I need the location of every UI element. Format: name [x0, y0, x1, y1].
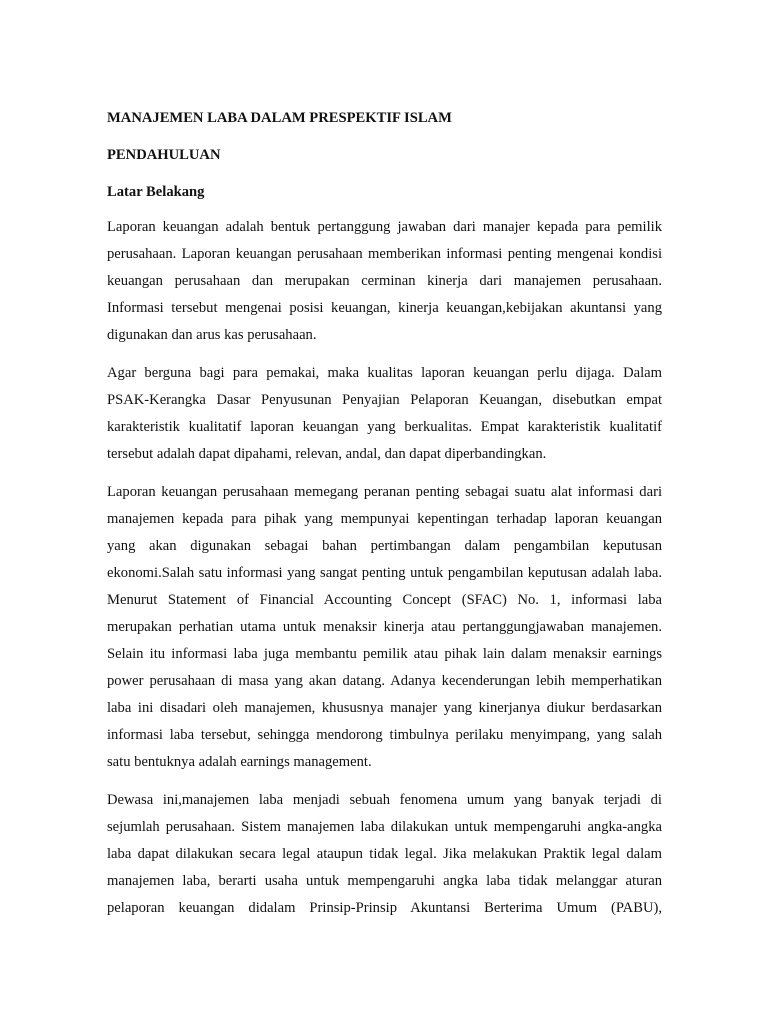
- text-line: perusahaan. Laporan keuangan perusahaan memberikan informasi penting mengenai kondisi: [107, 246, 662, 262]
- text-line: Informasi tersebut mengenai posisi keuangan, kinerja keuangan,kebijakan akuntansi yang: [107, 300, 662, 316]
- text-line: Selain itu informasi laba juga membantu pemilik atau pihak lain dalam menaksir earnings: [107, 646, 662, 662]
- text-line: manajemen kepada para pihak yang mempunyai kepentingan terhadap laporan keuangan: [107, 511, 662, 527]
- text-line: Dewasa ini,manajemen laba menjadi sebuah fenomena umum yang banyak terjadi di: [107, 792, 662, 808]
- subsection-heading: Latar Belakang: [107, 184, 205, 200]
- text-line: PSAK-Kerangka Dasar Penyusunan Penyajian Pelaporan Keuangan, disebutkan empat: [107, 392, 662, 408]
- text-line: yang akan digunakan sebagai bahan pertimbangan dalam pengambilan keputusan: [107, 538, 662, 554]
- document-page: [107, 108, 662, 936]
- text-line: Agar berguna bagi para pemakai, maka kualitas laporan keuangan perlu dijaga. Dalam: [107, 365, 662, 381]
- text-line: satu bentuknya adalah earnings management.: [107, 754, 372, 770]
- text-line: tersebut adalah dapat dipahami, relevan, andal, dan dapat diperbandingkan.: [107, 446, 547, 462]
- text-line: digunakan dan arus kas perusahaan.: [107, 327, 317, 343]
- text-line: informasi laba tersebut, sehingga mendorong timbulnya perilaku menyimpang, yang salah: [107, 727, 662, 743]
- text-line: merupakan perhatian utama untuk menaksir kinerja atau pertanggungjawaban manajemen.: [107, 619, 662, 635]
- text-line: manajemen laba, berarti usaha untuk mempengaruhi angka laba tidak melanggar aturan: [107, 873, 662, 889]
- text-line: laba dapat dilakukan secara legal ataupun tidak legal. Jika melakukan Praktik legal dalam: [107, 846, 662, 862]
- paragraph: [107, 482, 662, 779]
- text-line: Laporan keuangan perusahaan memegang peranan penting sebagai suatu alat informasi dari: [107, 484, 662, 500]
- text-line: pelaporan keuangan didalam Prinsip-Prinsip Akuntansi Berterima Umum (PABU),: [107, 900, 662, 916]
- text-line: Laporan keuangan adalah bentuk pertanggung jawaban dari manajer kepada para pemilik: [107, 219, 662, 235]
- paragraph: [107, 790, 662, 925]
- text-line: sejumlah perusahaan. Sistem manajemen laba dilakukan untuk mempengaruhi angka-angka: [107, 819, 662, 835]
- text-line: laba ini disadari oleh manajemen, khususnya manajer yang kinerjanya diukur berdasarkan: [107, 700, 662, 716]
- section-heading: PENDAHULUAN: [107, 147, 221, 163]
- paragraph: [107, 217, 662, 352]
- text-line: Menurut Statement of Financial Accounting Concept (SFAC) No. 1, informasi laba: [107, 592, 662, 608]
- text-line: power perusahaan di masa yang akan datang. Adanya kecenderungan lebih memperhatikan: [107, 673, 662, 689]
- text-line: karakteristik kualitatif laporan keuangan yang berkualitas. Empat karakteristik kualitatif: [107, 419, 662, 435]
- document-title: MANAJEMEN LABA DALAM PRESPEKTIF ISLAM: [107, 110, 452, 126]
- text-line: keuangan perusahaan dan merupakan cerminan kinerja dari manajemen perusahaan.: [107, 273, 662, 289]
- text-line: ekonomi.Salah satu informasi yang sangat penting untuk pengambilan keputusan adalah laba.: [107, 565, 662, 581]
- paragraph: [107, 363, 662, 471]
